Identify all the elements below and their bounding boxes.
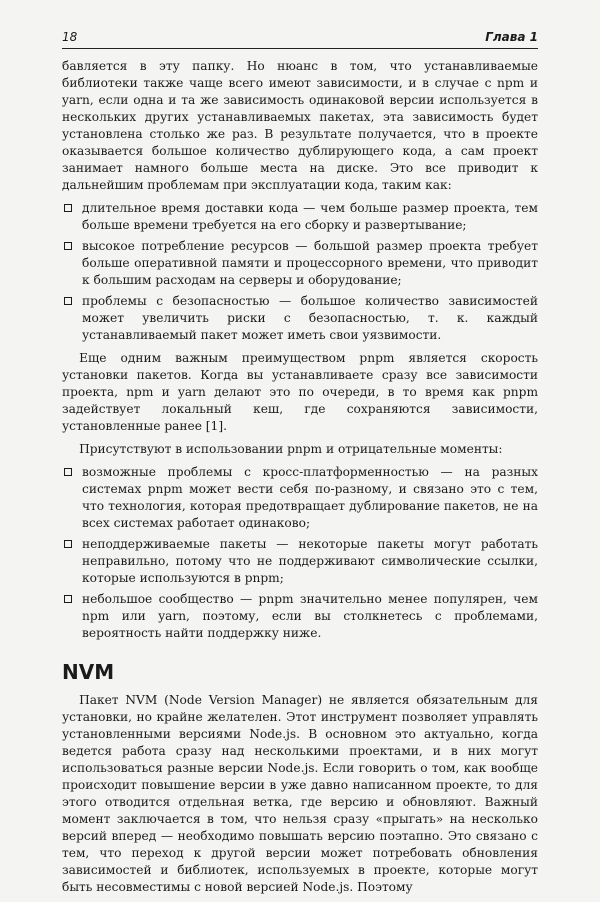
section-heading: NVM xyxy=(62,660,115,684)
paragraph: Еще одним важным преимуществом pnpm является скорость установки пакетов. Когда вы устанавливаете сразу все зависимости проекта, npm и yarn делают это по очереди, в то время как pnpm задействует локальный кеш, где сохраняются зависимости, установленные ранее [1]. xyxy=(62,351,538,433)
square-bullet-icon xyxy=(64,297,72,305)
list-item-text: длительное время доставки кода — чем больше размер проекта, тем больше времени требуется на его сборку и развертывание; xyxy=(82,201,538,232)
list-item-text: небольшое сообщество — pnpm значительно менее популярен, чем npm или yarn, поэтому, если вы столкнетесь с проблемами, вероятность найти поддержку ниже. xyxy=(82,592,538,640)
problems-list xyxy=(62,200,538,344)
chapter-label: Глава 1 xyxy=(485,30,538,44)
page-number: 18 xyxy=(62,30,78,44)
list-item xyxy=(62,536,538,587)
square-bullet-icon xyxy=(64,468,72,476)
list-item xyxy=(62,238,538,289)
square-bullet-icon xyxy=(64,242,72,250)
list-item xyxy=(62,200,538,234)
list-item xyxy=(62,591,538,642)
list-item xyxy=(62,464,538,532)
square-bullet-icon xyxy=(64,595,72,603)
list-item-text: проблемы с безопасностью — большое количество зависимостей может увеличить риски с безопасностью, т. к. каждый устанавливаемый пакет может иметь свои уязвимости. xyxy=(82,294,538,342)
list-item-text: неподдерживаемые пакеты — некоторые пакеты могут работать неправильно, потому что не поддерживают символические ссылки, которые используются в pnpm; xyxy=(82,537,538,585)
page-body xyxy=(62,58,538,902)
list-item-text: возможные проблемы с кросс-платформенностью — на разных системах pnpm может вести себя по-разному, и связано это с тем, что технология, которая предотвращает дублирование пакетов, не на всех системах работает одинаково; xyxy=(82,465,538,530)
paragraph: бавляется в эту папку. Но нюанс в том, что устанавливаемые библиотеки также чаще всего имеют зависимости, и в случае с npm и yarn, если одна и та же зависимость одинаковой версии используется в нескольких других устанавливаемых пакетах, эта зависимость будет установлена столько же раз. В результате получается, что в проекте оказывается большое количество дублирующего кода, а сам проект занимает намного больше места на диске. Это все приводит к дальнейшим проблемам при эксплуатации кода, таким как: xyxy=(62,59,538,192)
square-bullet-icon xyxy=(64,204,72,212)
list-item-text: высокое потребление ресурсов — большой размер проекта требует больше оперативной памяти и процессорного времени, что приводит к большим расходам на серверы и оборудование; xyxy=(82,239,538,287)
paragraph: Присутствуют в использовании pnpm и отрицательные моменты: xyxy=(79,442,503,456)
running-header xyxy=(62,28,538,49)
square-bullet-icon xyxy=(64,540,72,548)
drawbacks-list xyxy=(62,464,538,642)
paragraph: Пакет NVM (Node Version Manager) не является обязательным для установки, но крайне желателен. Этот инструмент позволяет управлять установленными версиями Node.js. В основном это актуально, когда ведется работа сразу над несколькими проектами, и в них могут использоваться разные версии Node.js. Если говорить о том, как вообще происходит повышение версии в уже давно написанном проекте, то для этого отводится отдельная ветка, где версию и обновляют. Важный момент заключается в том, что нельзя сразу «прыгать» на несколько версий вперед — необходимо повышать версию поэтапно. Это связано с тем, что переход к другой версии может потребовать обновления зависимостей и библиотек, используемых в проекте, которые могут быть несовместимы с новой версией Node.js. Поэтому xyxy=(62,693,538,894)
list-item xyxy=(62,293,538,344)
